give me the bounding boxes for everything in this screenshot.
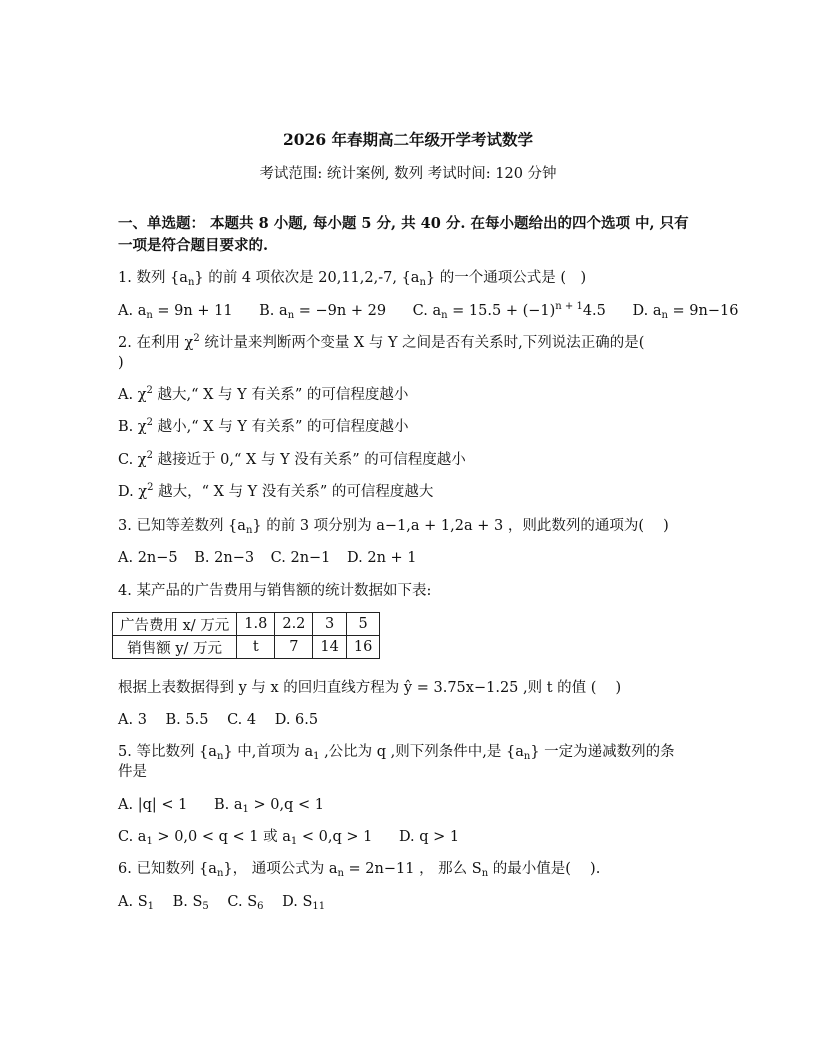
- option-d: D. 2n + 1: [347, 550, 417, 566]
- table-cell: 2.2: [275, 613, 313, 636]
- question-2-option-d: D. $\chi^2$ 越大，“ X 与 Y 没有关系” 的可信程度越大: [118, 482, 434, 500]
- option-a: A. 2n−5: [118, 550, 178, 566]
- option-b: B. $a_1 > 0,q < 1$: [213, 797, 324, 815]
- question-4-follow: 根据上表数据得到 y 与 x 的回归直线方程为 ŷ = 3.75x−1.25 ,则 t 的值 ( ): [118, 680, 622, 696]
- question-2-stem: 2. 在利用 $\chi^2$ 统计量来判断两个变量 X 与 Y 之间是否有关系时,下列说法正确的是(: [118, 333, 645, 351]
- table-row: [113, 613, 380, 636]
- option-c: C. $S_6$: [227, 894, 264, 912]
- question-2-stem-cont: ): [118, 355, 124, 371]
- table-cell: 14: [313, 636, 346, 659]
- table-row: [113, 636, 380, 659]
- table-cell: 16: [346, 636, 379, 659]
- data-table: [112, 612, 380, 659]
- table-cell: 7: [275, 636, 313, 659]
- table-cell: 1.8: [237, 613, 275, 636]
- option-b: B. 5.5: [165, 712, 209, 728]
- table-cell: 销售额 y/ 万元: [113, 636, 237, 659]
- option-d: D. q > 1: [398, 829, 460, 845]
- exam-subtitle: 考试范围: 统计案例, 数列 考试时间: 120 分钟: [259, 166, 557, 182]
- question-4-options: [118, 710, 698, 730]
- question-1-options: [118, 301, 739, 321]
- exam-title: 2026 年春期高二年级开学考试数学: [282, 130, 534, 149]
- question-4-stem: 4. 某产品的广告费用与销售额的统计数据如下表:: [118, 583, 432, 599]
- table-cell: t: [237, 636, 275, 659]
- question-3-options: [118, 548, 698, 568]
- option-a: A. $S_1$: [118, 894, 154, 912]
- option-b: B. 2n−3: [194, 550, 255, 566]
- option-b: B. $a_n = -9n + 29$: [259, 303, 387, 321]
- option-c: C. $a_1 > 0,0 < q < 1$ 或 $a_1 < 0,q > 1$: [118, 829, 373, 847]
- question-1-stem: 1. 数列 $\{a_n\}$ 的前 4 项依次是 20,11,2,-7, $\{a_n\}$ 的一个通项公式是 ( ): [118, 270, 587, 288]
- question-5-options-ab: [118, 795, 698, 815]
- option-c: C. 2n−1: [270, 550, 331, 566]
- question-5-stem-cont: 件是: [118, 764, 147, 780]
- question-5-options-cd: [118, 827, 698, 847]
- option-c: C. $a_n = 15.5 + (-1)^{n + 1}4.5$: [412, 301, 606, 321]
- question-2-option-a: A. $\chi^2$ 越大,“ X 与 Y 有关系” 的可信程度越小: [118, 385, 409, 403]
- question-6-options: [118, 892, 698, 912]
- option-a: A. 3: [118, 712, 147, 728]
- option-d: D. $S_{11}$: [282, 894, 326, 912]
- question-3-stem: 3. 已知等差数列 $\{a_n\}$ 的前 3 项分别为 a−1,a + 1,2a + 3 ，则此数列的通项为( ): [118, 518, 669, 536]
- option-d: D. $a_n = 9n-16$: [632, 303, 739, 321]
- option-b: B. $S_5$: [172, 894, 209, 912]
- table-cell: 5: [346, 613, 379, 636]
- option-a: A. $a_n = 9n + 11$: [118, 303, 233, 321]
- table-cell: 广告费用 x/ 万元: [113, 613, 237, 636]
- question-5-stem: 5. 等比数列 $\{a_n\}$ 中,首项为 $a_1$ ,公比为 q ,则下列条件中,是 $\{a_n\}$ 一定为递减数列的条: [118, 744, 675, 762]
- question-6-stem: 6. 已知数列 $\{a_n\}$， 通项公式为 $a_n = 2n-11$ ， 那么 $S_n$ 的最小值是( ).: [118, 861, 601, 879]
- section-heading: 一、单选题： 本题共 8 小题, 每小题 5 分, 共 40 分. 在每小题给出的四个选项 中, 只有一项是符合题目要求的.: [118, 215, 689, 254]
- table-cell: 3: [313, 613, 346, 636]
- option-c: C. 4: [227, 712, 257, 728]
- question-2-option-b: B. $\chi^2$ 越小,“ X 与 Y 有关系” 的可信程度越小: [118, 417, 409, 435]
- question-2-option-c: C. $\chi^2$ 越接近于 0,“ X 与 Y 没有关系” 的可信程度越小: [118, 450, 466, 468]
- option-a: A. |q| < 1: [118, 797, 188, 813]
- option-d: D. 6.5: [274, 712, 319, 728]
